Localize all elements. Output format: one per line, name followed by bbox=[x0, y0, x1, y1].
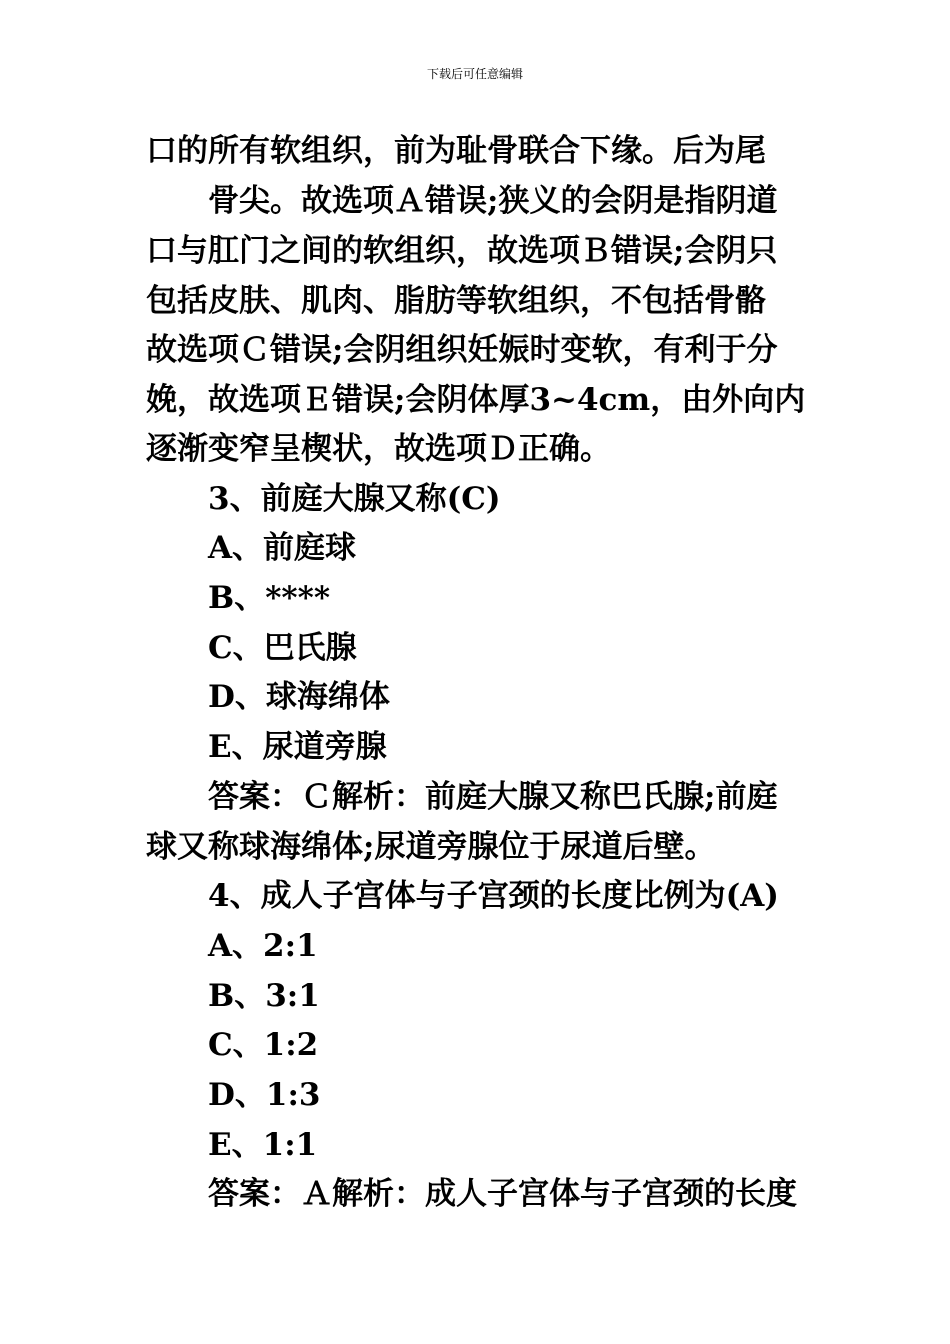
question-3-option-b: B、**** bbox=[208, 580, 331, 616]
question-4-stem: 4、成人子宫体与子宫颈的长度比例为(A) bbox=[208, 878, 779, 914]
page-header: 下载后可任意编辑 bbox=[426, 67, 523, 81]
question-4-option-b: B、3:1 bbox=[208, 978, 320, 1014]
paragraph-line: 娩，故选项Ｅ错误;会阴体厚3~4cm，由外向内 bbox=[146, 382, 806, 418]
question-4-answer: 答案：Ａ解析：成人子宫体与子宫颈的长度 bbox=[208, 1176, 797, 1212]
paragraph-line: 骨尖。故选项Ａ错误;狭义的会阴是指阴道 bbox=[208, 183, 778, 219]
question-4-option-a: A、2:1 bbox=[208, 928, 318, 964]
paragraph-line: 包括皮肤、肌肉、脂肪等软组织，不包括骨骼 bbox=[146, 283, 766, 319]
question-4-option-d: D、1:3 bbox=[208, 1077, 321, 1113]
paragraph-line: 逐渐变窄呈楔状，故选项Ｄ正确。 bbox=[146, 431, 611, 467]
question-3-stem: 3、前庭大腺又称(C) bbox=[208, 481, 501, 517]
question-3-answer-cont: 球又称球海绵体;尿道旁腺位于尿道后壁。 bbox=[146, 829, 716, 865]
question-3-answer: 答案：Ｃ解析：前庭大腺又称巴氏腺;前庭 bbox=[208, 779, 778, 815]
paragraph-line: 故选项Ｃ错误;会阴组织妊娠时变软，有利于分 bbox=[146, 332, 778, 368]
question-3-option-e: E、尿道旁腺 bbox=[208, 729, 387, 765]
question-3-option-d: D、球海绵体 bbox=[208, 679, 390, 715]
paragraph-line: 口的所有软组织，前为耻骨联合下缘。后为尾 bbox=[146, 133, 766, 169]
paragraph-line: 口与肛门之间的软组织，故选项Ｂ错误;会阴只 bbox=[146, 233, 778, 269]
question-3-option-c: C、巴氏腺 bbox=[208, 630, 357, 666]
question-4-option-e: E、1:1 bbox=[208, 1127, 318, 1163]
question-3-option-a: A、前庭球 bbox=[208, 530, 357, 566]
question-4-option-c: C、1:2 bbox=[208, 1027, 319, 1063]
